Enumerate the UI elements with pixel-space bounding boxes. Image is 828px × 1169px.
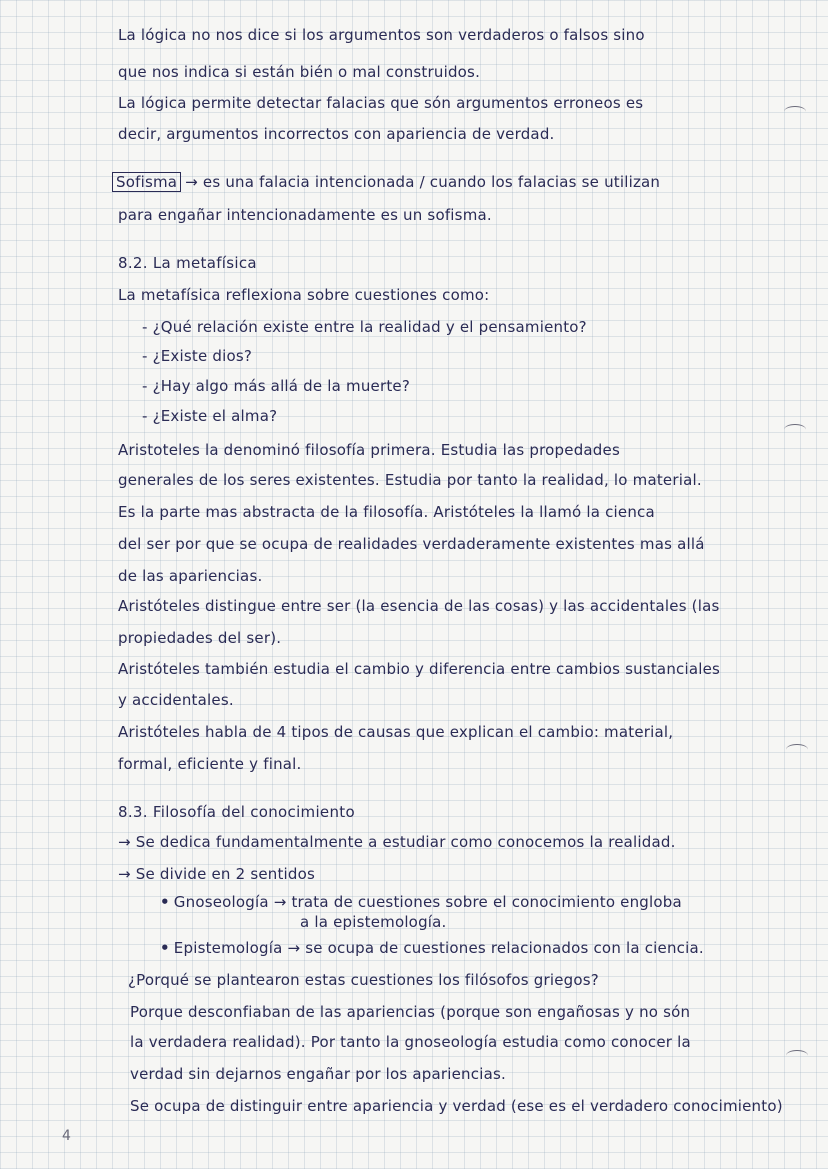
question-item: - ¿Existe dios? [142, 347, 252, 365]
page-number: 4 [62, 1128, 71, 1144]
text-line: para engañar intencionadamente es un sofisma. [118, 206, 492, 224]
bullet-text: Gnoseología → trata de cuestiones sobre el conocimiento engloba [173, 893, 682, 911]
question-item: - ¿Existe el alma? [142, 407, 278, 425]
text-line: Aristóteles distingue entre ser (la esencia de las cosas) y las accidentales (las [118, 597, 720, 615]
bullet-gnoseologia [160, 892, 682, 912]
bullet-text: Epistemología → se ocupa de cuestiones relacionados con la ciencia. [173, 939, 704, 957]
text-line: ¿Porqué se plantearon estas cuestiones los filósofos griegos? [128, 971, 599, 989]
arrow-item: → Se dedica fundamentalmente a estudiar como conocemos la realidad. [118, 833, 676, 851]
sofisma-definition-text: → es una falacia intencionada / cuando los falacias se utilizan [185, 173, 661, 191]
sofisma-definition [112, 172, 660, 192]
bullet-continuation: a la epistemología. [300, 913, 447, 931]
text-line: del ser por que se ocupa de realidades verdaderamente existentes mas allá [118, 535, 705, 553]
bullet-dot-icon: • [160, 939, 170, 957]
text-line: y accidentales. [118, 691, 234, 709]
text-line: decir, argumentos incorrectos con apariencia de verdad. [118, 125, 555, 143]
text-line: generales de los seres existentes. Estudia por tanto la realidad, lo material. [118, 471, 702, 489]
text-line: Aristóteles habla de 4 tipos de causas que explican el cambio: material, [118, 723, 674, 741]
text-line: Porque desconfiaban de las apariencias (porque son engañosas y no són [130, 1003, 691, 1021]
text-line: propiedades del ser). [118, 629, 282, 647]
section-heading: 8.2. La metafísica [118, 254, 257, 272]
bullet-dot-icon: • [160, 893, 170, 911]
text-line: que nos indica si están bién o mal construidos. [118, 63, 481, 81]
arrow-item: → Se divide en 2 sentidos [118, 865, 316, 883]
margin-curl-icon [784, 106, 806, 117]
text-line: La metafísica reflexiona sobre cuestiones como: [118, 286, 490, 304]
question-item: - ¿Qué relación existe entre la realidad y el pensamiento? [142, 318, 587, 336]
margin-curl-icon [786, 744, 808, 755]
text-line: la verdadera realidad). Por tanto la gnoseología estudia como conocer la [130, 1033, 691, 1051]
question-item: - ¿Hay algo más allá de la muerte? [142, 377, 410, 395]
section-heading: 8.3. Filosofía del conocimiento [118, 803, 355, 821]
margin-curl-icon [786, 1050, 808, 1061]
text-line: La lógica no nos dice si los argumentos son verdaderos o falsos sino [118, 26, 645, 44]
text-line: La lógica permite detectar falacias que són argumentos erroneos es [118, 94, 644, 112]
text-line: verdad sin dejarnos engañar por los apariencias. [130, 1065, 506, 1083]
text-line: formal, eficiente y final. [118, 755, 302, 773]
bullet-epistemologia [160, 938, 704, 958]
text-line: Aristóteles también estudia el cambio y diferencia entre cambios sustanciales [118, 660, 721, 678]
sofisma-term-box: Sofisma [112, 172, 181, 192]
text-line: Es la parte mas abstracta de la filosofía. Aristóteles la llamó la cienca [118, 503, 655, 521]
text-line: Aristoteles la denominó filosofía primera. Estudia las propedades [118, 441, 620, 459]
text-line: Se ocupa de distinguir entre apariencia y verdad (ese es el verdadero conocimiento) [130, 1097, 783, 1115]
margin-curl-icon [784, 424, 806, 435]
text-line: de las apariencias. [118, 567, 263, 585]
